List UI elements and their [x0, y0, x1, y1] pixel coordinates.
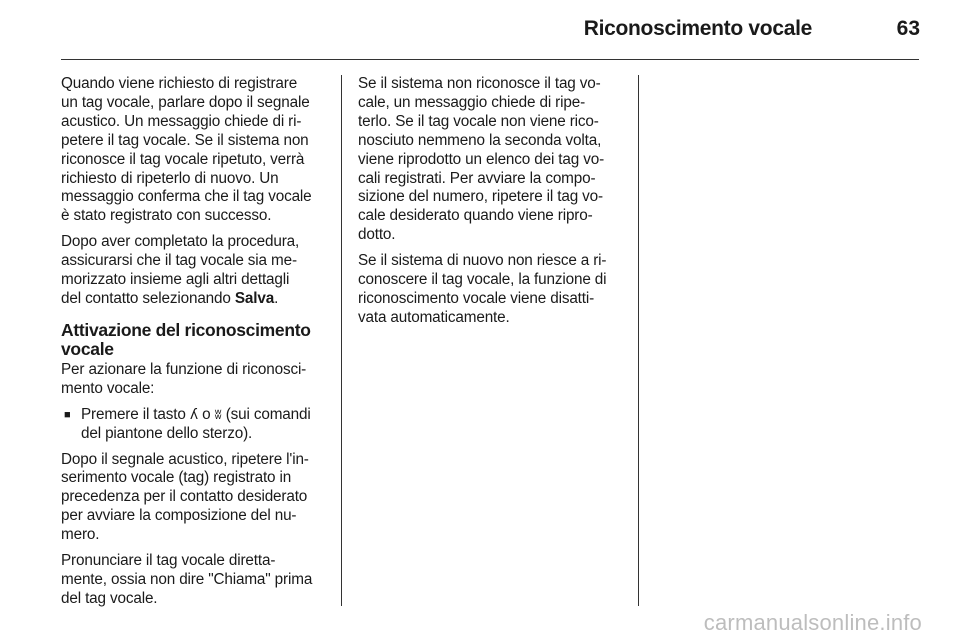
- bullet-square-icon: ■: [64, 408, 71, 421]
- text-column-middle: [358, 75, 626, 335]
- text-line: morizzato insieme agli altri dettagli: [61, 271, 290, 289]
- text-line: riconoscimento vocale viene disatti-: [358, 289, 595, 307]
- bullet-item: [61, 406, 329, 444]
- text-line: è stato registrato con successo.: [61, 207, 272, 225]
- page-number: 63: [896, 17, 920, 40]
- text-line: Quando viene richiesto di registrare: [61, 75, 298, 92]
- heading-line: vocale: [61, 338, 114, 359]
- text-line: Per azionare la funzione di riconosci-: [61, 360, 307, 378]
- text-line: un tag vocale, parlare dopo il segnale: [61, 93, 310, 111]
- paragraph-auto-deactivation: [358, 252, 626, 328]
- text-line: precedenza per il contatto desiderato: [61, 488, 308, 506]
- column-divider-left: [341, 75, 342, 606]
- text-line: riconosce il tag vocale ripetuto, verrà: [61, 150, 305, 168]
- header-rule: [61, 59, 919, 60]
- text-line: nosciuto nemmeno la seconda volta,: [358, 131, 602, 149]
- text-line: Dopo aver completato la procedura,: [61, 233, 300, 251]
- text-line: cale desiderato quando viene ripro-: [358, 207, 593, 225]
- text-line: assicurarsi che il tag vocale sia me-: [61, 252, 297, 270]
- text-line: petere il tag vocale. Se il sistema non: [61, 131, 309, 149]
- text-column-left: [61, 75, 329, 616]
- text-line: Pronunciare il tag vocale diretta-: [61, 552, 276, 570]
- text-line: Dopo il segnale acustico, ripetere l'in-: [61, 450, 309, 468]
- bullet-text: [81, 406, 311, 444]
- text-line: mento vocale:: [61, 379, 155, 397]
- text-line: richiesto di ripeterlo di nuovo. Un: [61, 169, 279, 187]
- text-line: serimento vocale (tag) registrato in: [61, 469, 292, 487]
- save-term: Salva: [234, 289, 275, 307]
- text-line: cale, un messaggio chiede di ripe-: [358, 93, 586, 111]
- paragraph-not-recognized: [358, 75, 626, 245]
- text-line: sizione del numero, ripetere il tag vo-: [358, 188, 603, 206]
- text-line: Se il sistema non riconosce il tag vo-: [358, 75, 601, 92]
- page-title: Riconoscimento vocale: [583, 17, 812, 40]
- text-line: Se il sistema di nuovo non riesce a ri-: [358, 252, 607, 270]
- text-line: conoscere il tag vocale, la funzione di: [358, 271, 607, 289]
- paragraph-save-contact: [61, 233, 329, 309]
- paragraph-activation-intro: [61, 361, 329, 399]
- text-line: [81, 406, 311, 425]
- text-fragment: Premere il tasto: [81, 405, 190, 423]
- heading-line: Attivazione del riconoscimento: [61, 319, 311, 340]
- text-line: [61, 290, 329, 309]
- text-fragment: del contatto selezionando: [61, 289, 235, 307]
- voice-command-key-icon: ʬ: [214, 406, 222, 423]
- text-line: cali registrati. Per avviare la compo-: [358, 169, 596, 187]
- paragraph-pronounce-tag: [61, 552, 329, 609]
- text-line: mente, ossia non dire "Chiama" prima: [61, 570, 313, 588]
- call-voice-key-icon: ʎ: [189, 406, 198, 423]
- paragraph-voice-tag-recording: [61, 75, 329, 226]
- text-line: del tag vocale.: [61, 589, 158, 607]
- text-line: del piantone dello sterzo).: [81, 424, 253, 442]
- text-fragment: o: [197, 405, 215, 423]
- text-fragment: (sui comandi: [221, 405, 311, 423]
- column-divider-right: [638, 75, 639, 606]
- text-line: vata automaticamente.: [358, 308, 510, 326]
- text-line: acustico. Un messaggio chiede di ri-: [61, 112, 302, 130]
- text-line: mero.: [61, 526, 100, 544]
- watermark: carmanualsonline.info: [703, 610, 922, 635]
- text-line: viene riprodotto un elenco dei tag vo-: [358, 150, 605, 168]
- text-line: terlo. Se il tag vocale non viene rico-: [358, 112, 599, 130]
- text-fragment: .: [274, 289, 279, 307]
- text-line: messaggio conferma che il tag vocale: [61, 188, 312, 206]
- paragraph-after-beep: [61, 451, 329, 546]
- section-heading: [61, 321, 329, 359]
- text-line: per avviare la composizione del nu-: [61, 507, 297, 525]
- text-line: dotto.: [358, 226, 396, 244]
